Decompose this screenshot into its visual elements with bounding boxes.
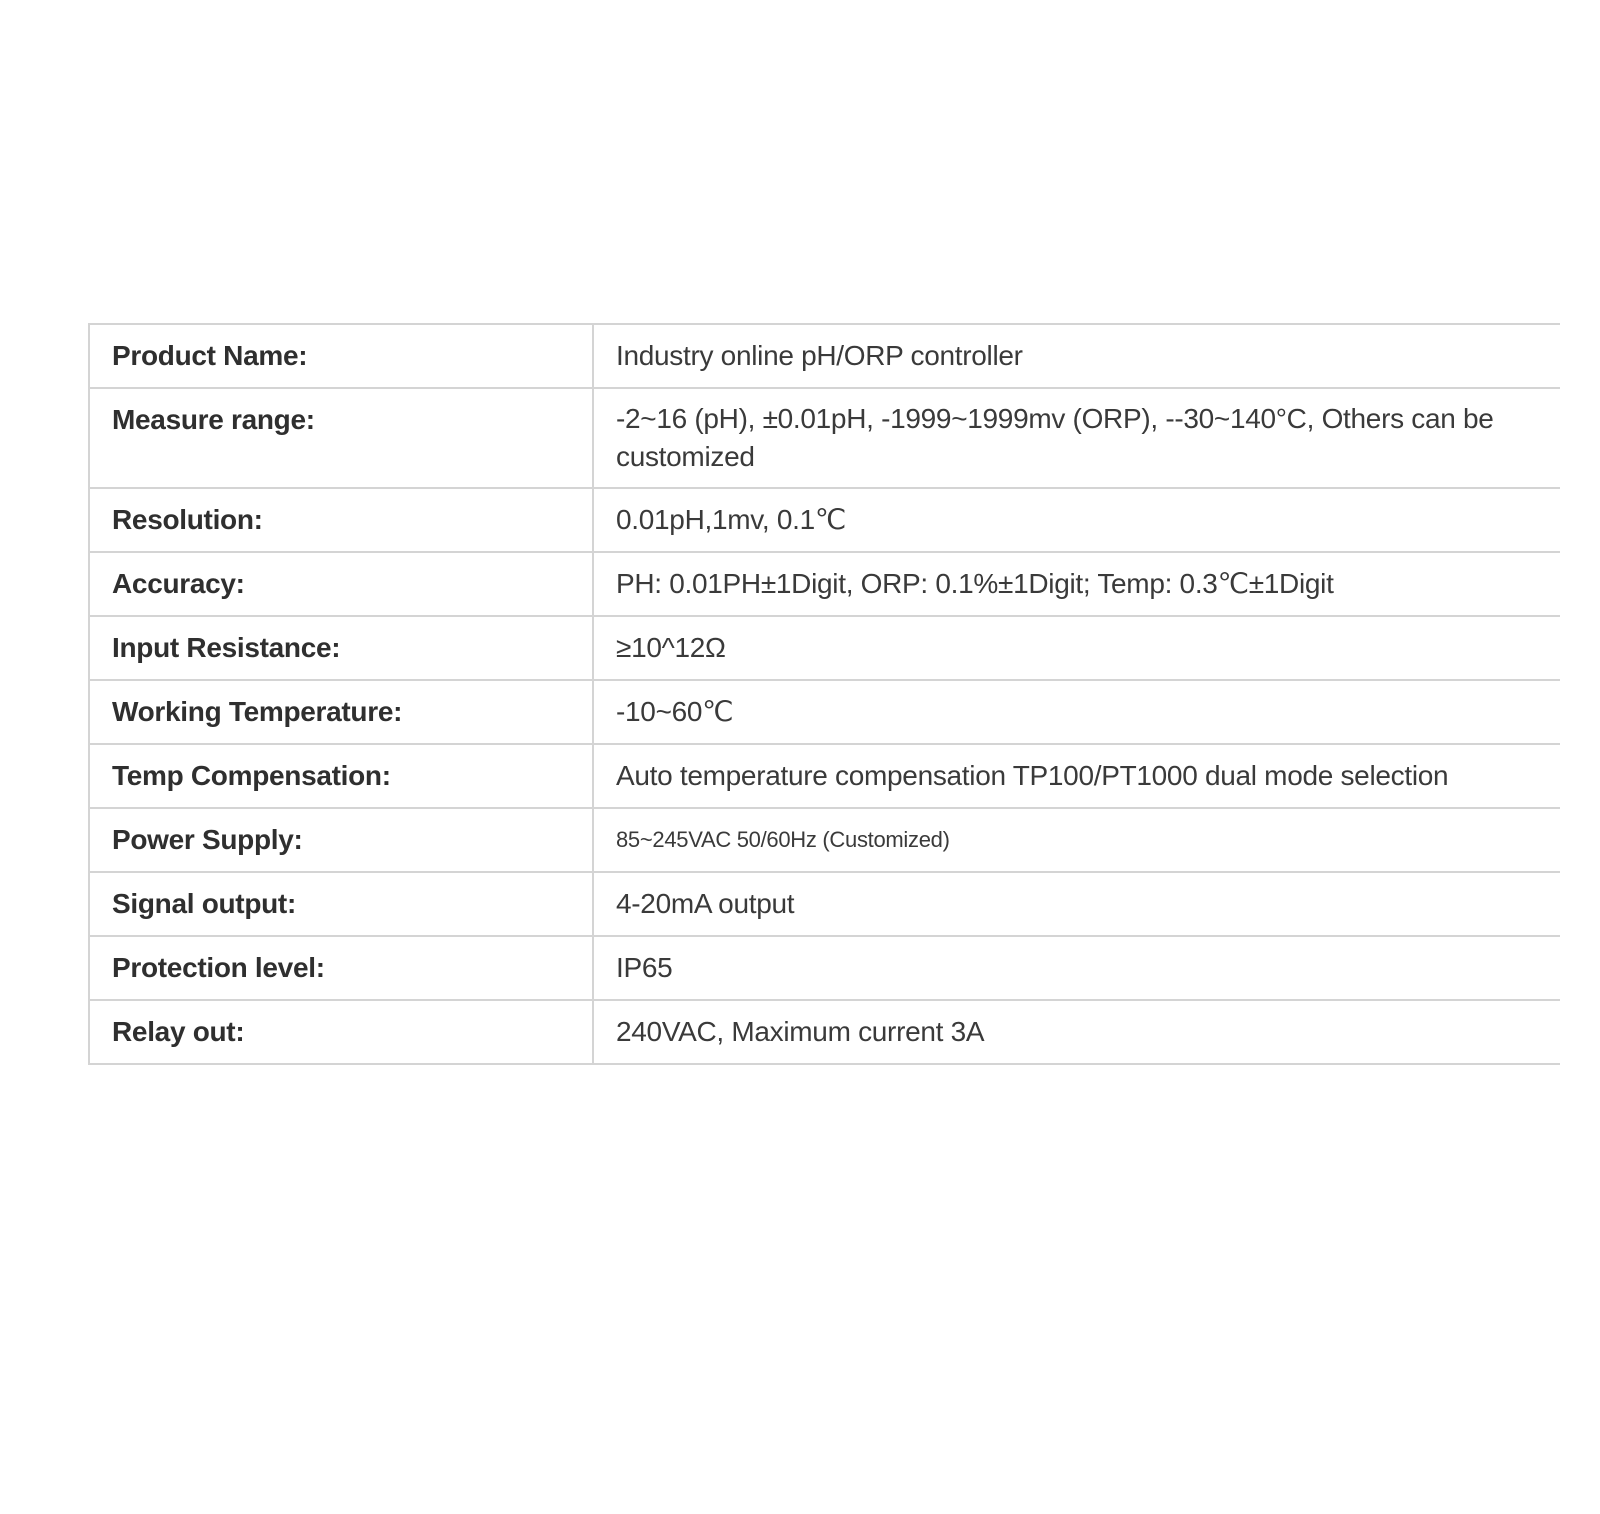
- table-row: [89, 488, 1560, 552]
- spec-label: Measure range:: [89, 388, 593, 488]
- table-row: [89, 552, 1560, 616]
- spec-table: [88, 323, 1560, 1065]
- spec-label: Working Temperature:: [89, 680, 593, 744]
- table-row: [89, 680, 1560, 744]
- spec-label: Resolution:: [89, 488, 593, 552]
- table-row: [89, 388, 1560, 488]
- spec-value: Auto temperature compensation TP100/PT1000 dual mode selection: [593, 744, 1560, 808]
- spec-value: -2~16 (pH), ±0.01pH, -1999~1999mv (ORP), --30~140°C, Others can be customized: [593, 388, 1560, 488]
- table-row: [89, 872, 1560, 936]
- table-row: [89, 616, 1560, 680]
- table-row: [89, 936, 1560, 1000]
- spec-value: Industry online pH/ORP controller: [593, 324, 1560, 388]
- table-row: [89, 324, 1560, 388]
- spec-label: Power Supply:: [89, 808, 593, 872]
- table-row: [89, 744, 1560, 808]
- spec-label: Relay out:: [89, 1000, 593, 1064]
- spec-label: Temp Compensation:: [89, 744, 593, 808]
- spec-value: 85~245VAC 50/60Hz (Customized): [593, 808, 1560, 872]
- spec-label: Accuracy:: [89, 552, 593, 616]
- spec-value: 4-20mA output: [593, 872, 1560, 936]
- spec-value: IP65: [593, 936, 1560, 1000]
- spec-value: PH: 0.01PH±1Digit, ORP: 0.1%±1Digit; Temp: 0.3℃±1Digit: [593, 552, 1560, 616]
- spec-value: ≥10^12Ω: [593, 616, 1560, 680]
- table-row: [89, 1000, 1560, 1064]
- spec-label: Protection level:: [89, 936, 593, 1000]
- spec-value: -10~60℃: [593, 680, 1560, 744]
- spec-label: Signal output:: [89, 872, 593, 936]
- spec-value: 0.01pH,1mv, 0.1℃: [593, 488, 1560, 552]
- spec-label: Product Name:: [89, 324, 593, 388]
- table-row: [89, 808, 1560, 872]
- spec-value: 240VAC, Maximum current 3A: [593, 1000, 1560, 1064]
- spec-label: Input Resistance:: [89, 616, 593, 680]
